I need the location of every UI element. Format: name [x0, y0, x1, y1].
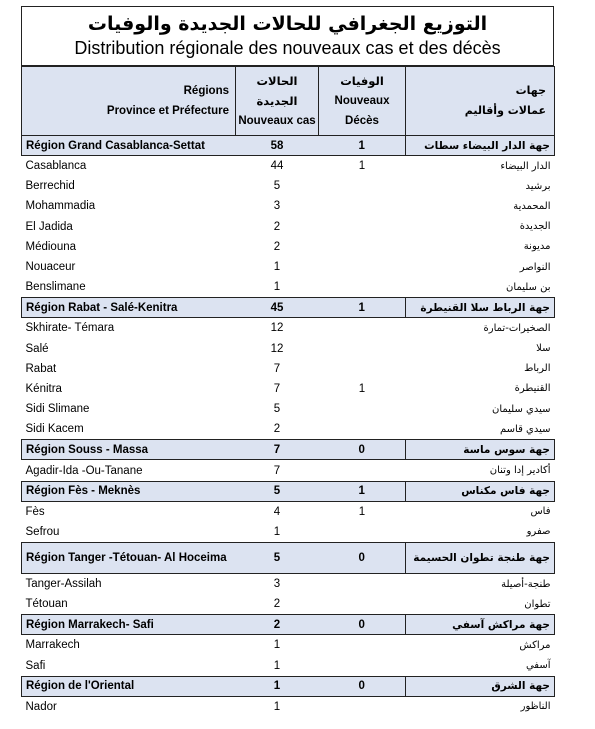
header-regions-label: Régions — [183, 85, 229, 97]
province-name-fr: Mohammadia — [25, 200, 96, 213]
province-new-deaths — [319, 656, 406, 677]
province-new-deaths — [319, 522, 406, 543]
province-name-ar: الناظور — [520, 701, 551, 713]
province-new-cases: 2 — [273, 423, 281, 436]
province-new-deaths — [319, 339, 406, 359]
province-new-cases: 2 — [273, 220, 281, 233]
region-name-ar: جهة الشرق — [406, 676, 555, 696]
header-new-deaths-line2: Décès — [345, 115, 379, 127]
province-name-ar: الرباط — [524, 363, 551, 375]
region-new-cases: 58 — [236, 136, 319, 156]
province-name-ar: القنيطرة — [514, 383, 551, 395]
province-name-ar: الصخيرات-تمارة — [483, 322, 551, 334]
province-name-fr: Sidi Slimane — [25, 403, 90, 416]
region-new-cases: 7 — [236, 440, 319, 460]
region-name-fr: Région Souss - Massa — [22, 440, 236, 460]
province-new-cases: 1 — [273, 639, 281, 652]
province-row — [22, 318, 555, 339]
province-new-deaths — [319, 277, 406, 298]
province-new-cases: 1 — [273, 525, 281, 538]
province-new-cases: 5 — [273, 180, 281, 193]
province-row — [22, 217, 555, 237]
province-row — [22, 277, 555, 298]
region-name-ar: جهة الرباط سلا القنيطرة — [406, 298, 555, 318]
region-new-deaths: 1 — [319, 481, 406, 501]
region-name-fr: Région Grand Casablanca-Settat — [22, 136, 236, 156]
province-name-ar: أكادير إدا وتنان — [489, 465, 551, 477]
province-name-ar: فاس — [530, 506, 551, 518]
province-row — [22, 156, 555, 177]
province-new-cases: 4 — [273, 505, 281, 518]
region-row — [22, 440, 555, 460]
region-new-deaths: 0 — [319, 543, 406, 574]
province-new-cases: 7 — [273, 464, 281, 477]
province-name-fr: Skhirate- Témara — [25, 322, 115, 335]
region-name-fr: Région de l'Oriental — [22, 676, 236, 696]
province-row — [22, 574, 555, 595]
region-name-fr: Région Marrakech- Safi — [22, 615, 236, 635]
title-box — [21, 6, 554, 66]
table-body — [22, 136, 555, 717]
region-name-ar: جهة مراكش آسفي — [406, 615, 555, 635]
province-name-ar: طنجة-أصيلة — [501, 578, 551, 590]
province-new-deaths: 1 — [358, 382, 366, 395]
province-name-fr: Kénitra — [25, 382, 62, 395]
region-name-ar: جهة سوس ماسة — [406, 440, 555, 460]
province-new-cases: 5 — [273, 403, 281, 416]
province-new-deaths — [319, 399, 406, 419]
cases-table — [21, 66, 555, 717]
region-new-cases: 5 — [236, 543, 319, 574]
province-row — [22, 379, 555, 399]
province-new-deaths — [319, 196, 406, 216]
province-row — [22, 196, 555, 216]
province-row — [22, 594, 555, 615]
header-regions-ar — [406, 67, 555, 136]
province-new-deaths — [319, 460, 406, 481]
province-new-cases: 1 — [273, 659, 281, 672]
header-new-cases-fr: Nouveaux cas — [238, 115, 316, 127]
title-arabic: التوزيع الجغرافي للحالات الجديدة والوفيات — [87, 13, 488, 35]
province-row — [22, 419, 555, 440]
province-new-deaths — [319, 217, 406, 237]
province-row — [22, 399, 555, 419]
region-new-cases: 1 — [236, 676, 319, 696]
title-french: Distribution régionale des nouveaux cas et des décès — [74, 38, 501, 58]
province-name-ar: مديونة — [523, 241, 551, 253]
province-name-ar: بن سليمان — [506, 281, 551, 293]
province-new-deaths — [319, 419, 406, 440]
province-name-ar: الدار البيضاء — [500, 160, 551, 172]
province-name-ar: آسفي — [525, 660, 551, 672]
province-name-ar: الجديدة — [519, 221, 551, 233]
province-new-deaths — [319, 237, 406, 257]
province-row — [22, 339, 555, 359]
province-name-fr: Casablanca — [25, 160, 87, 173]
region-new-deaths: 0 — [319, 440, 406, 460]
province-new-cases: 1 — [273, 700, 281, 713]
header-regions-ar-line2: عمالات وأقاليم — [464, 104, 546, 117]
province-name-fr: Nouaceur — [25, 261, 76, 274]
province-row — [22, 176, 555, 196]
region-name-fr: Région Tanger -Tétouan- Al Hoceima — [22, 543, 236, 574]
province-new-cases: 3 — [273, 200, 281, 213]
province-new-cases: 12 — [270, 322, 284, 335]
province-new-cases: 12 — [270, 342, 284, 355]
header-new-deaths-line1: Nouveaux — [334, 95, 390, 107]
region-new-deaths: 1 — [319, 136, 406, 156]
province-new-deaths — [319, 574, 406, 595]
province-new-deaths — [319, 176, 406, 196]
province-name-ar: مراكش — [519, 639, 551, 651]
province-row — [22, 257, 555, 277]
province-name-fr: Berrechid — [25, 180, 75, 193]
province-new-cases: 1 — [273, 281, 281, 294]
region-name-fr: Région Fès - Meknès — [22, 481, 236, 501]
province-name-fr: Rabat — [25, 362, 57, 375]
region-row — [22, 615, 555, 635]
province-name-ar: المحمدية — [513, 200, 551, 212]
region-new-cases: 2 — [236, 615, 319, 635]
province-new-deaths: 1 — [358, 505, 366, 518]
region-new-deaths: 1 — [319, 298, 406, 318]
header-new-deaths-ar: الوفيات — [340, 74, 384, 88]
province-name-fr: Safi — [25, 659, 46, 672]
region-name-fr: Région Rabat - Salé-Kenitra — [22, 298, 236, 318]
region-new-deaths: 0 — [319, 676, 406, 696]
region-row — [22, 298, 555, 318]
header-row — [22, 67, 555, 136]
province-row — [22, 656, 555, 677]
province-name-fr: Agadir-Ida -Ou-Tanane — [25, 464, 143, 477]
province-new-cases: 7 — [273, 382, 281, 395]
province-new-cases: 44 — [270, 160, 284, 173]
province-name-fr: Nador — [25, 700, 57, 713]
province-new-deaths — [319, 635, 406, 656]
province-new-deaths — [319, 359, 406, 379]
province-name-fr: Médiouna — [25, 240, 77, 253]
header-new-cases-ar: الحالات الجديدة — [256, 74, 298, 108]
region-name-ar: جهة فاس مكناس — [406, 481, 555, 501]
province-name-fr: Sidi Kacem — [25, 423, 84, 436]
province-new-cases: 2 — [273, 240, 281, 253]
region-new-deaths: 0 — [319, 615, 406, 635]
region-row — [22, 543, 555, 574]
region-name-ar: جهة الدار البيضاء سطات — [406, 136, 555, 156]
province-name-fr: Marrakech — [25, 639, 80, 652]
province-new-cases: 3 — [273, 578, 281, 591]
province-name-ar: سلا — [536, 343, 551, 355]
province-new-deaths — [319, 318, 406, 339]
province-new-deaths — [319, 257, 406, 277]
province-name-ar: سيدي قاسم — [499, 423, 551, 435]
report — [21, 6, 554, 717]
header-province-label: Province et Préfecture — [106, 105, 229, 117]
header-new-cases — [236, 67, 319, 136]
province-new-cases: 7 — [273, 362, 281, 375]
province-new-deaths: 1 — [358, 160, 366, 173]
province-row — [22, 501, 555, 522]
province-name-ar: سيدي سليمان — [491, 403, 551, 415]
province-row — [22, 696, 555, 717]
province-name-ar: برشيد — [525, 180, 551, 192]
province-new-deaths — [319, 594, 406, 615]
region-new-cases: 5 — [236, 481, 319, 501]
region-row — [22, 136, 555, 156]
province-name-ar: صفرو — [526, 526, 551, 538]
province-name-fr: Sefrou — [25, 525, 60, 538]
province-row — [22, 635, 555, 656]
province-new-cases: 2 — [273, 598, 281, 611]
province-row — [22, 522, 555, 543]
header-new-deaths — [319, 67, 406, 136]
province-name-ar: النواصر — [519, 261, 551, 273]
header-regions-ar-line1: جهات — [515, 84, 546, 97]
province-name-fr: Fès — [25, 505, 45, 518]
header-regions — [22, 67, 236, 136]
province-new-cases: 1 — [273, 261, 281, 274]
region-new-cases: 45 — [236, 298, 319, 318]
region-row — [22, 481, 555, 501]
region-row — [22, 676, 555, 696]
province-row — [22, 460, 555, 481]
region-name-ar: جهة طنجة تطوان الحسيمة — [406, 543, 555, 574]
province-name-fr: Tétouan — [25, 598, 68, 611]
province-name-fr: Tanger-Assilah — [25, 578, 102, 591]
province-row — [22, 359, 555, 379]
province-name-fr: El Jadida — [25, 220, 73, 233]
province-name-fr: Salé — [25, 342, 49, 355]
province-name-fr: Benslimane — [25, 281, 86, 294]
province-row — [22, 237, 555, 257]
province-name-ar: تطوان — [524, 598, 551, 610]
province-new-deaths — [319, 696, 406, 717]
